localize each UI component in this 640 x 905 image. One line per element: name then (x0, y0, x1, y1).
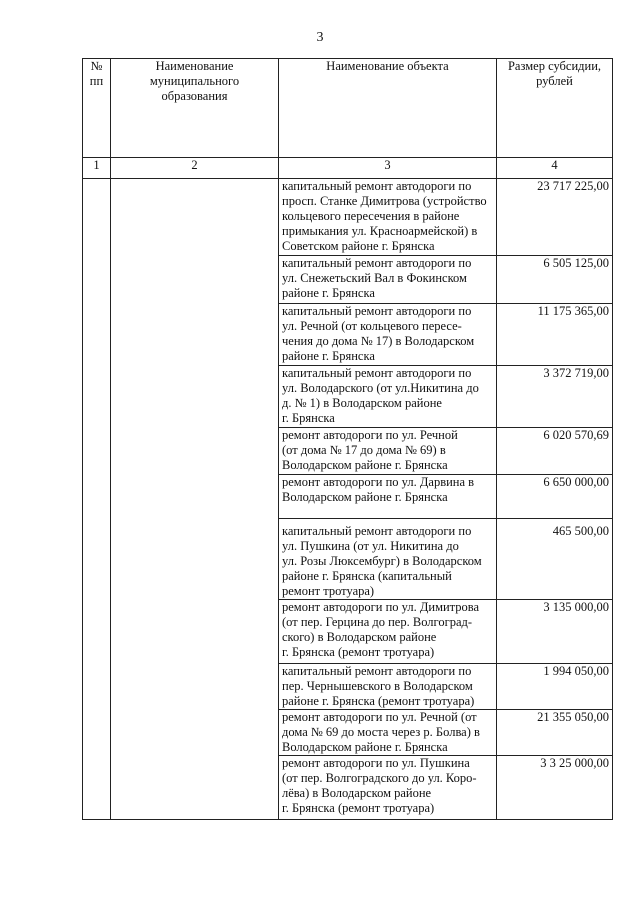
subsidy-amount: 3 3 25 000,00 (497, 756, 613, 820)
subsidy-amount: 23 717 225,00 (497, 179, 613, 256)
row-number-cell (83, 179, 111, 820)
header-object: Наименование объекта (279, 59, 497, 158)
subsidy-amount: 3 372 719,00 (497, 366, 613, 428)
object-name: капитальный ремонт автодороги по ул. Пушкина (от ул. Никитина до ул. Розы Люксембург) в Володарском районе г. Брянска (капитальный ремонт тротуара) (279, 519, 497, 600)
subsidy-amount: 6 650 000,00 (497, 475, 613, 519)
subsidy-amount: 6 505 125,00 (497, 256, 613, 304)
object-name: ремонт автодороги по ул. Пушкина (от пер. Волгоградского до ул. Коро- лёва) в Володарском районе г. Брянска (ремонт тротуара) (279, 756, 497, 820)
object-name: ремонт автодороги по ул. Димитрова (от пер. Герцина до пер. Волгоград- ского) в Володарском районе г. Брянска (ремонт тротуара) (279, 600, 497, 664)
subsidy-amount: 465 500,00 (497, 519, 613, 600)
object-name: капитальный ремонт автодороги по пер. Чернышевского в Володарском районе г. Брянска (ремонт тротуара) (279, 664, 497, 710)
column-number: 3 (279, 158, 497, 179)
subsidy-amount: 21 355 050,00 (497, 710, 613, 756)
subsidy-amount: 6 020 570,69 (497, 428, 613, 475)
subsidy-amount: 3 135 000,00 (497, 600, 613, 664)
column-number: 2 (111, 158, 279, 179)
subsidy-amount: 1 994 050,00 (497, 664, 613, 710)
table-header-row (83, 59, 613, 158)
subsidy-table (82, 58, 613, 820)
object-name: ремонт автодороги по ул. Речной (от дома № 17 до дома № 69) в Володарском районе г. Брянска (279, 428, 497, 475)
column-number: 4 (497, 158, 613, 179)
object-name: капитальный ремонт автодороги по ул. Снежетьский Вал в Фокинском районе г. Брянска (279, 256, 497, 304)
column-number-row (83, 158, 613, 179)
object-name: капитальный ремонт автодороги по ул. Речной (от кольцевого пересе- чения до дома № 17) в Володарском районе г. Брянска (279, 304, 497, 366)
column-number: 1 (83, 158, 111, 179)
header-municipality: Наименование муниципального образования (111, 59, 279, 158)
object-name: капитальный ремонт автодороги по просп. Станке Димитрова (устройство кольцевого пересечения в районе примыкания ул. Красноармейской) в Советском районе г. Брянска (279, 179, 497, 256)
municipality-cell (111, 179, 279, 820)
object-name: капитальный ремонт автодороги по ул. Володарского (от ул.Никитина до д. № 1) в Володарском районе г. Брянска (279, 366, 497, 428)
object-name: ремонт автодороги по ул. Дарвина в Володарском районе г. Брянска (279, 475, 497, 519)
subsidy-amount: 11 175 365,00 (497, 304, 613, 366)
object-name: ремонт автодороги по ул. Речной (от дома № 69 до моста через р. Болва) в Володарском районе г. Брянска (279, 710, 497, 756)
header-number: № пп (83, 59, 111, 158)
page-number: 3 (316, 30, 324, 45)
header-subsidy: Размер субсидии, рублей (497, 59, 613, 158)
table-row (83, 179, 613, 256)
